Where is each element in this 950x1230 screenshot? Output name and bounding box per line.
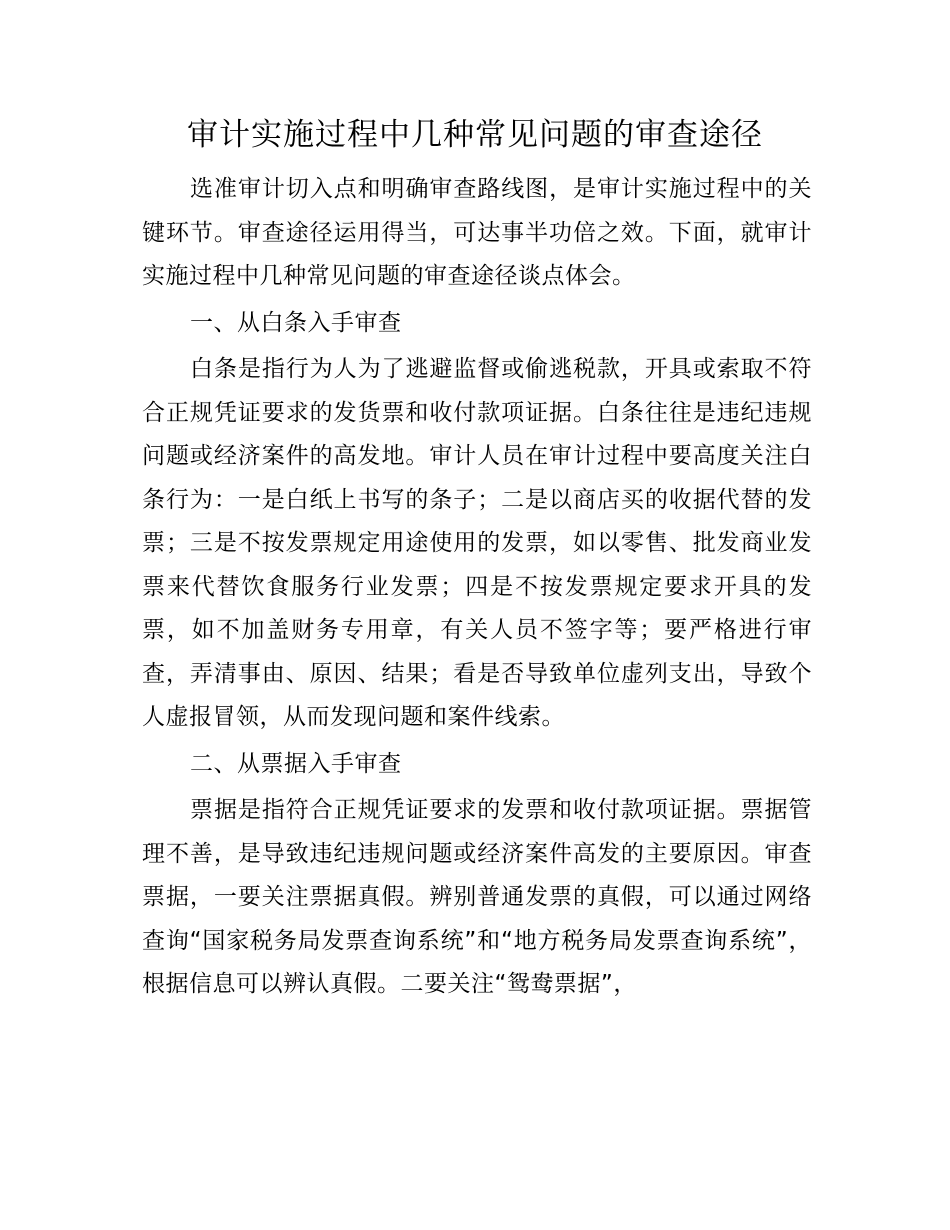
section-paragraph-1: 白条是指行为人为了逃避监督或偷逃税款，开具或索取不符合正规凭证要求的发货票和收付款项证据。白条往往是违纪违规问题或经济案件的高发地。审计人员在审计过程中要高度关注白条行为：一是白纸上书写的条子；二是以商店买的收据代替的发票；三是不按发票规定用途使用的发票，如以零售、批发商业发票来代替饮食服务行业发票；四是不按发票规定要求开具的发票，如不加盖财务专用章，有关人员不签字等；要严格进行审查，弄清事由、原因、结果；看是否导致单位虚列支出，导致个人虚报冒领，从而发现问题和案件线索。 — [142, 356, 812, 730]
document-body — [142, 168, 812, 1007]
section-paragraph-2: 票据是指符合正规凭证要求的发票和收付款项证据。票据管理不善，是导致违纪违规问题或经济案件高发的主要原因。审查票据，一要关注票据真假。辨别普通发票的真假，可以通过网络查询“国家税务局发票查询系统”和“地方税务局发票查询系统”，根据信息可以辨认真假。二要关注“鸳鸯票据”， — [142, 797, 812, 997]
intro-paragraph: 选准审计切入点和明确审查路线图，是审计实施过程中的关键环节。审查途径运用得当，可达事半功倍之效。下面，就审计实施过程中几种常见问题的审查途径谈点体会。 — [142, 176, 812, 289]
section-heading-2: 二、从票据入手审查 — [190, 750, 402, 777]
page-title: 审计实施过程中几种常见问题的审查途径 — [187, 117, 763, 153]
section-heading-1: 一、从白条入手审查 — [190, 309, 402, 336]
